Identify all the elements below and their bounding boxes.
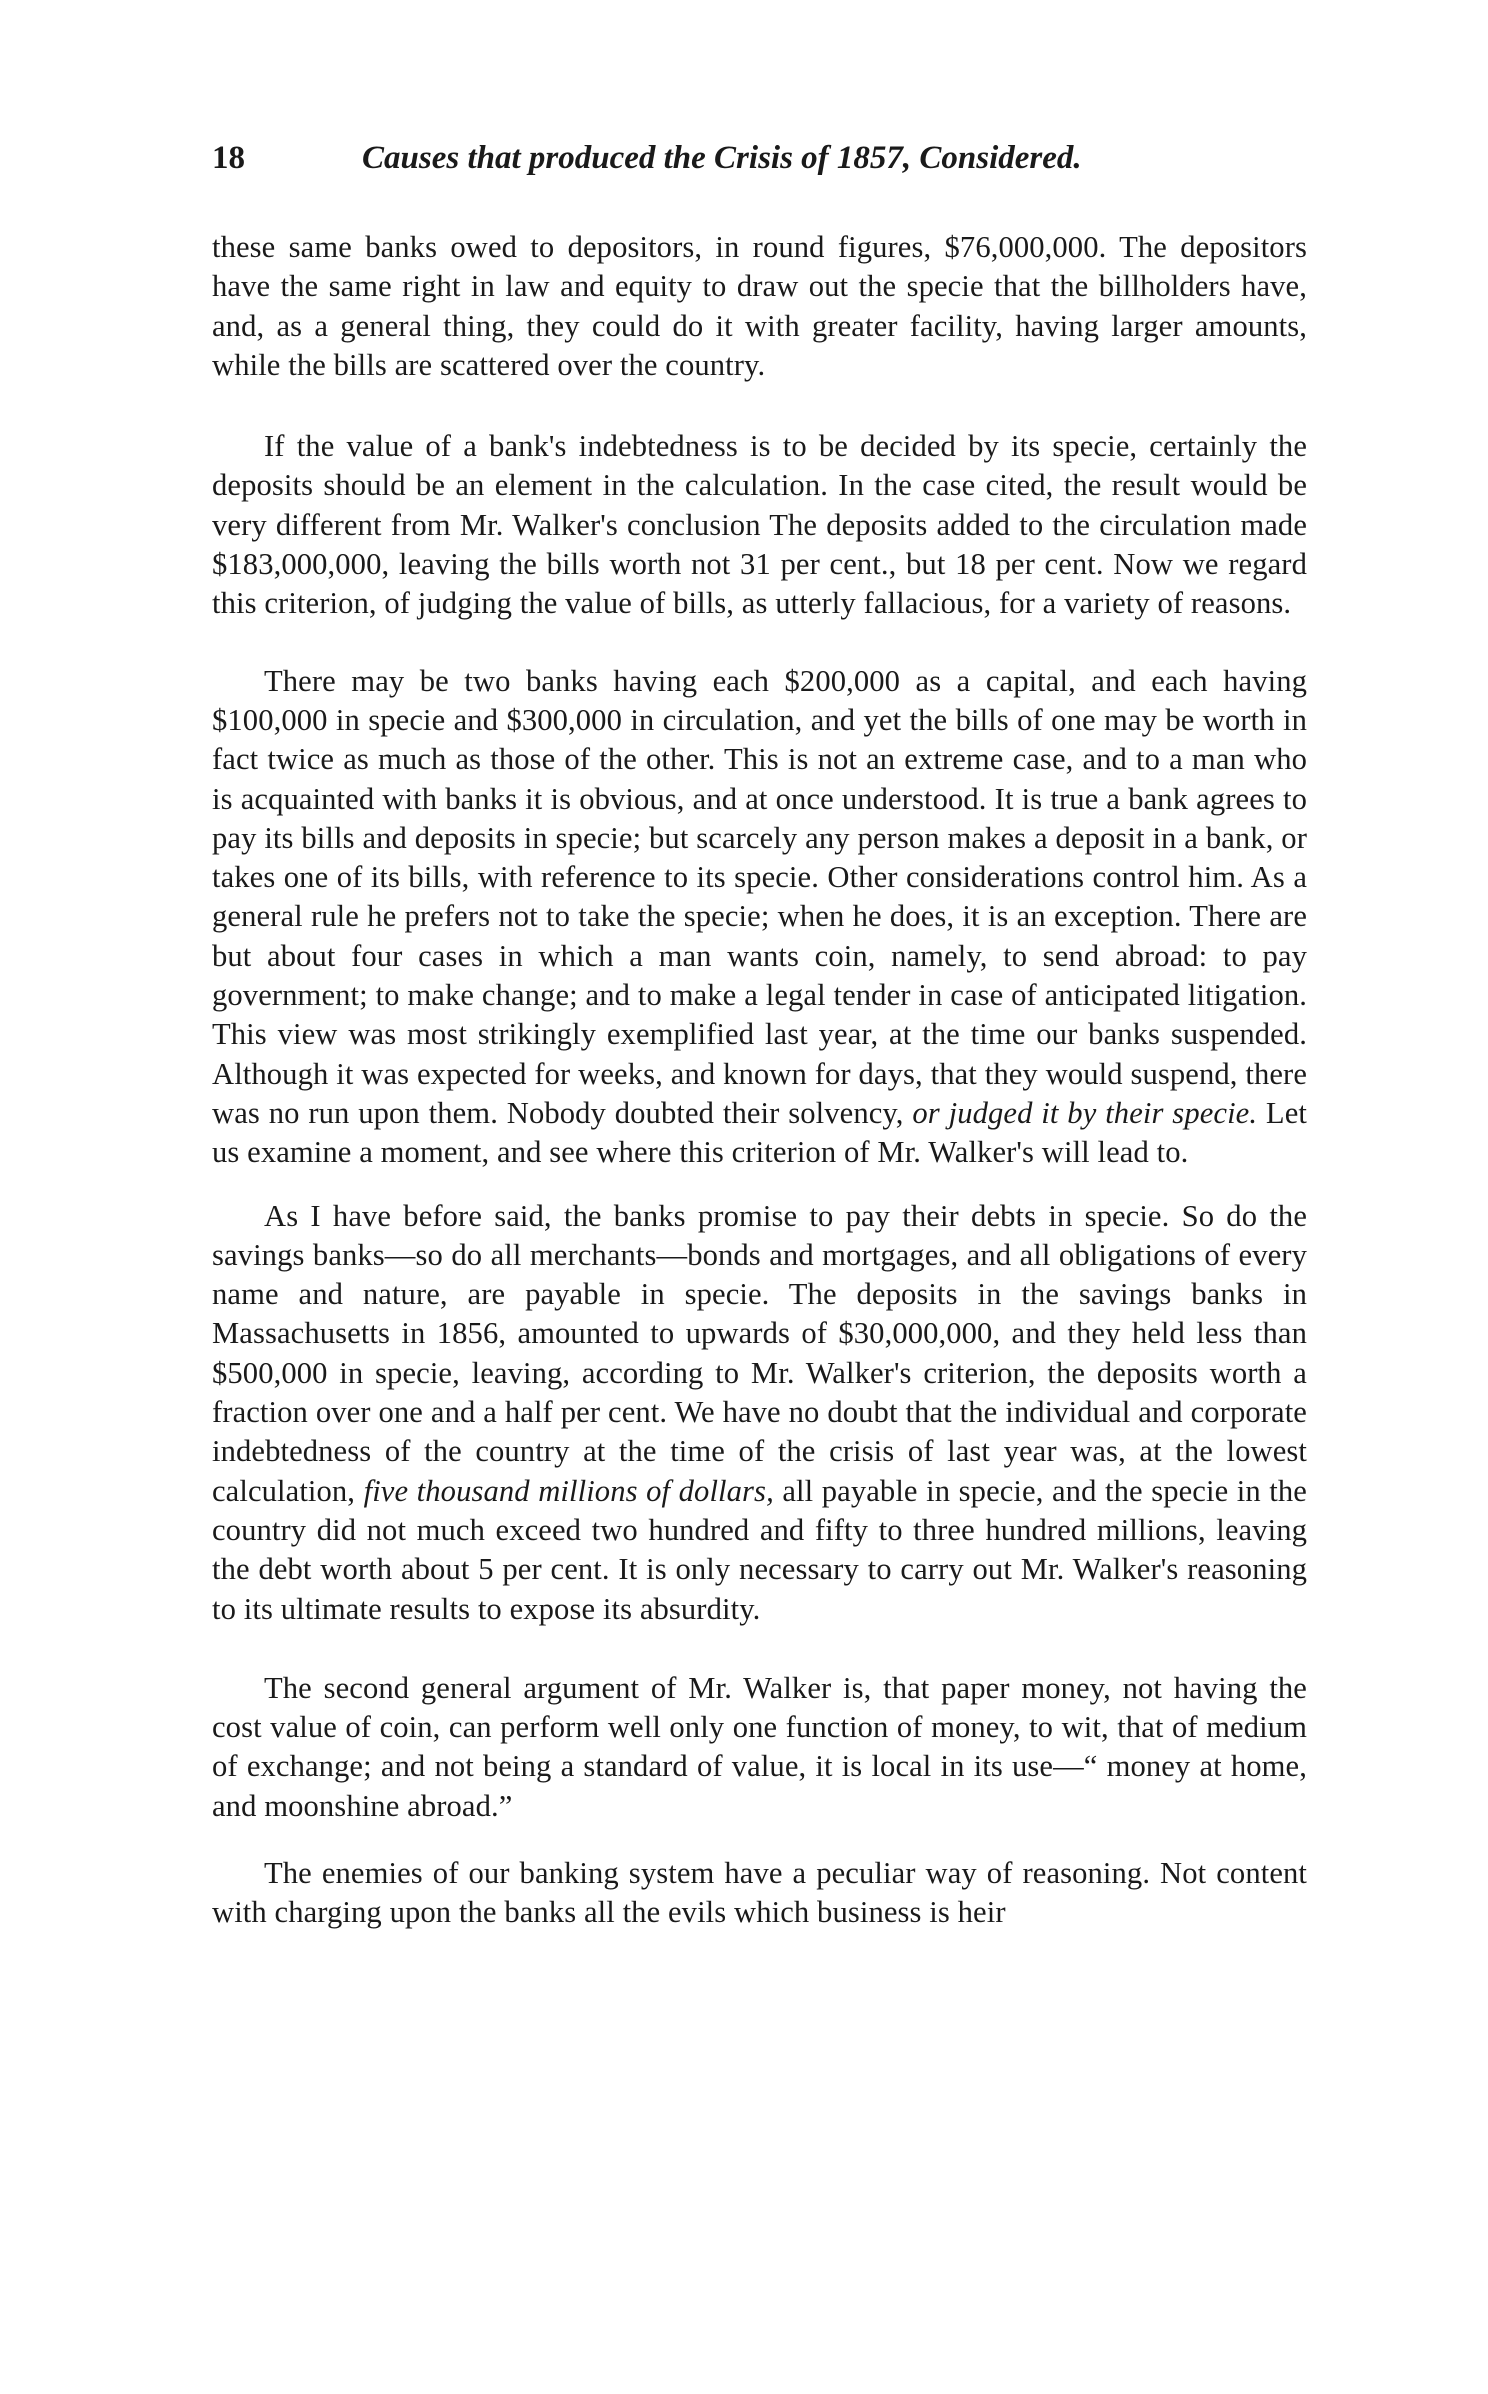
italic-emphasis: or judged it by their specie.: [912, 1095, 1258, 1130]
page-number: 18: [212, 140, 245, 176]
paragraph-continuation: these same banks owed to depositors, in round figures, $76,000,000. The depositors have the same right in law and equity to draw out the specie that the billholders have, and, as a general thing, they could do it with greater facility, having larger amounts, while the bills are scattered over the country.: [212, 230, 1307, 382]
italic-emphasis: five thousand millions of dollars,: [363, 1473, 774, 1508]
page-header: [212, 140, 1307, 190]
paragraph-enemies: The enemies of our banking system have a peculiar way of reasoning. Not content with charging upon the banks all the evils which business is heir: [212, 1855, 1307, 1930]
paragraph-specie-deposits: If the value of a bank's indebtedness is to be decided by its specie, certainly the deposits should be an element in the calculation. In the case cited, the result would be very different from Mr. Walker's conclusion The deposits added to the circulation made $183,000,000, leaving the bills worth not 31 per cent., but 18 per cent. Now we regard this criterion, of judging the value of bills, as utterly fallacious, for a variety of reasons.: [212, 429, 1307, 621]
paragraph-text: all payable in specie, and the specie in the country did not much exceed two hundred and fifty to three hundred millions, leaving the debt worth about 5 per cent. It is only necessary to carry out Mr. Walker's reasoning to its ultimate results to expose its absurdity.: [212, 1473, 1307, 1626]
page-body: [212, 228, 1307, 1933]
paragraph-two-banks: [212, 662, 1307, 1173]
paragraph-second-argument: The second general argument of Mr. Walker is, that paper money, not having the cost value of coin, can perform well only one function of money, to wit, that of medium of exchange; and not being a standard of value, it is local in its use—“ money at home, and moonshine abroad.”: [212, 1670, 1307, 1823]
paragraph-text: Let us examine a moment, and see where this criterion of Mr. Walker's will lead to.: [212, 1095, 1307, 1170]
paragraph-savings-banks: [212, 1197, 1307, 1629]
running-title: Causes that produced the Crisis of 1857, Considered.: [362, 140, 1082, 176]
paragraph-text: As I have before said, the banks promise to pay their debts in specie. So do the savings banks—so do all merchants—bonds and mortgages, and all obligations of every name and nature, are payable in specie. The deposits in the savings banks in Massachusetts in 1856, amounted to upwards of $30,000,000, and they held less than $500,000 in specie, leaving, according to Mr. Walker's criterion, the deposits worth a fraction over one and a half per cent. We have no doubt that the individual and corporate indebtedness of the country at the time of the crisis of last year was, at the lowest calculation,: [212, 1198, 1307, 1508]
paragraph-text: There may be two banks having each $200,000 as a capital, and each having $100,000 in specie and $300,000 in circulation, and yet the bills of one may be worth in fact twice as much as those of the other. This is not an extreme case, and to a man who is acquainted with banks it is obvious, and at once understood. It is true a bank agrees to pay its bills and deposits in specie; but scarcely any person makes a deposit in a bank, or takes one of its bills, with reference to its specie. Other considerations control him. As a general rule he prefers not to take the specie; when he does, it is an exception. There are but about four cases in which a man wants coin, namely, to send abroad: to pay government; to make change; and to make a legal tender in case of anticipated litigation. This view was most strikingly exemplified last year, at the time our banks suspended. Although it was expected for weeks, and known for days, that they would suspend, there was no run upon them. Nobody doubted their solvency,: [212, 663, 1307, 1130]
